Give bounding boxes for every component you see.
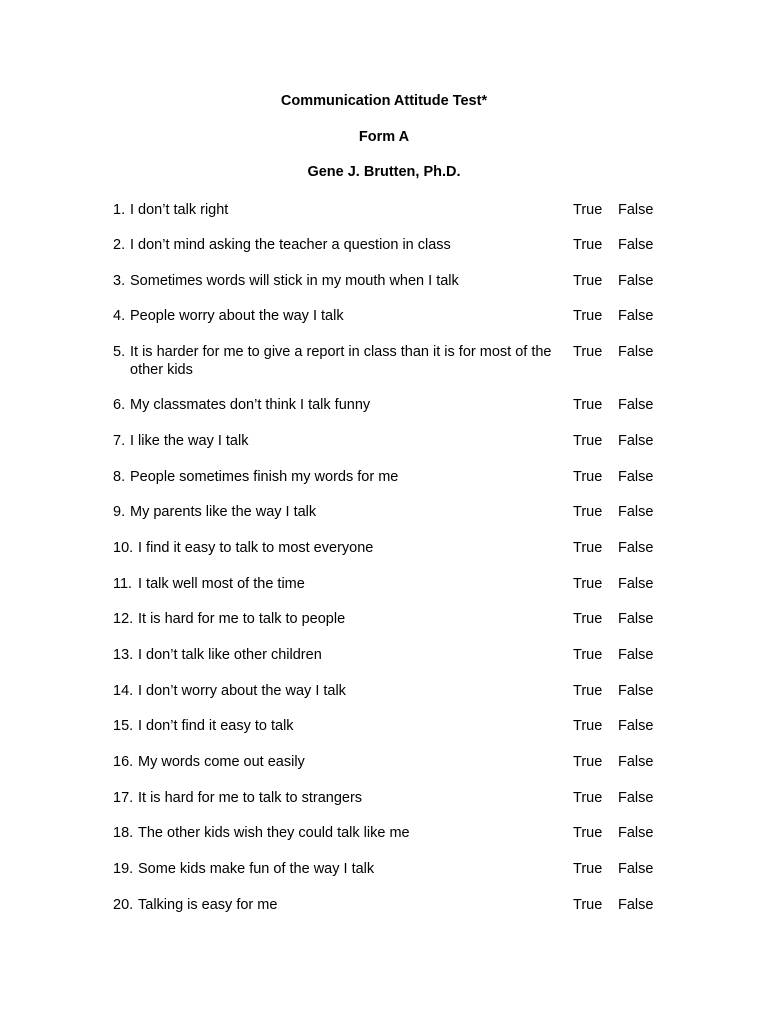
question-number: 13. [113,647,134,663]
question-text: I find it easy to talk to most everyone [138,540,374,556]
true-option[interactable]: True [573,273,603,289]
false-option[interactable]: False [618,344,654,360]
question-text: My words come out easily [138,754,305,770]
question-text: Talking is easy for me [138,897,278,913]
false-option[interactable]: False [618,237,654,253]
question-row [113,307,673,325]
question-text: It is harder for me to give a report in class than it is for most of the other kids [130,344,552,378]
question-row [113,789,673,807]
false-option[interactable]: False [618,469,654,485]
false-option[interactable]: False [618,897,654,913]
true-option[interactable]: True [573,308,603,324]
question-number: 16. [113,754,134,770]
true-option[interactable]: True [573,683,603,699]
question-number: 9. [113,504,126,520]
question-row [113,272,673,290]
true-option[interactable]: True [573,540,603,556]
question-number: 18. [113,825,134,841]
question-number: 19. [113,861,134,877]
question-row [113,468,673,486]
question-row [113,503,673,521]
author-name: Gene J. Brutten, Ph.D. [307,164,461,180]
question-row [113,236,673,254]
question-row [113,824,673,842]
false-option[interactable]: False [618,647,654,663]
question-row [113,753,673,771]
false-option[interactable]: False [618,540,654,556]
true-option[interactable]: True [573,344,603,360]
question-text: It is hard for me to talk to strangers [138,790,363,806]
false-option[interactable]: False [618,308,654,324]
question-text: People sometimes finish my words for me [130,469,399,485]
question-number: 2. [113,237,126,253]
true-option[interactable]: True [573,433,603,449]
true-option[interactable]: True [573,861,603,877]
question-number: 3. [113,273,126,289]
question-text: I don’t mind asking the teacher a question in class [130,237,451,253]
question-number: 12. [113,611,134,627]
question-number: 15. [113,718,134,734]
false-option[interactable]: False [618,683,654,699]
question-text: I don’t worry about the way I talk [138,683,346,699]
false-option[interactable]: False [618,433,654,449]
true-option[interactable]: True [573,754,603,770]
true-option[interactable]: True [573,647,603,663]
false-option[interactable]: False [618,754,654,770]
false-option[interactable]: False [618,202,654,218]
question-row [113,432,673,450]
question-text: I don’t talk like other children [138,647,322,663]
question-text: My classmates don’t think I talk funny [130,397,371,413]
true-option[interactable]: True [573,237,603,253]
question-text: People worry about the way I talk [130,308,344,324]
true-option[interactable]: True [573,504,603,520]
document-title: Communication Attitude Test* [280,93,488,109]
question-number: 17. [113,790,134,806]
true-option[interactable]: True [573,825,603,841]
question-number: 10. [113,540,134,556]
question-row [113,682,673,700]
question-text: I like the way I talk [130,433,249,449]
question-row [113,610,673,628]
true-option[interactable]: True [573,718,603,734]
question-row [113,896,673,914]
form-label: Form A [358,129,410,145]
question-number: 8. [113,469,126,485]
false-option[interactable]: False [618,504,654,520]
question-text: Some kids make fun of the way I talk [138,861,375,877]
false-option[interactable]: False [618,397,654,413]
question-number: 5. [113,344,126,360]
false-option[interactable]: False [618,576,654,592]
question-text: I talk well most of the time [138,576,305,592]
question-number: 6. [113,397,126,413]
question-text: I don’t find it easy to talk [138,718,294,734]
question-number: 4. [113,308,126,324]
true-option[interactable]: True [573,790,603,806]
question-text: I don’t talk right [130,202,229,218]
question-row [113,717,673,735]
question-row [113,201,673,219]
question-row [113,539,673,557]
question-row [113,575,673,593]
true-option[interactable]: True [573,576,603,592]
question-text: Sometimes words will stick in my mouth when I talk [130,273,459,289]
true-option[interactable]: True [573,611,603,627]
question-row [113,396,673,414]
question-number: 20. [113,897,134,913]
question-number: 14. [113,683,134,699]
false-option[interactable]: False [618,611,654,627]
question-number: 1. [113,202,126,218]
question-row [113,343,673,379]
question-row [113,860,673,878]
true-option[interactable]: True [573,897,603,913]
false-option[interactable]: False [618,861,654,877]
true-option[interactable]: True [573,397,603,413]
false-option[interactable]: False [618,718,654,734]
question-text: The other kids wish they could talk like me [138,825,410,841]
question-text: It is hard for me to talk to people [138,611,346,627]
question-text: My parents like the way I talk [130,504,317,520]
question-number: 7. [113,433,126,449]
false-option[interactable]: False [618,790,654,806]
true-option[interactable]: True [573,202,603,218]
question-row [113,646,673,664]
false-option[interactable]: False [618,273,654,289]
false-option[interactable]: False [618,825,654,841]
true-option[interactable]: True [573,469,603,485]
question-number: 11. [113,576,133,592]
